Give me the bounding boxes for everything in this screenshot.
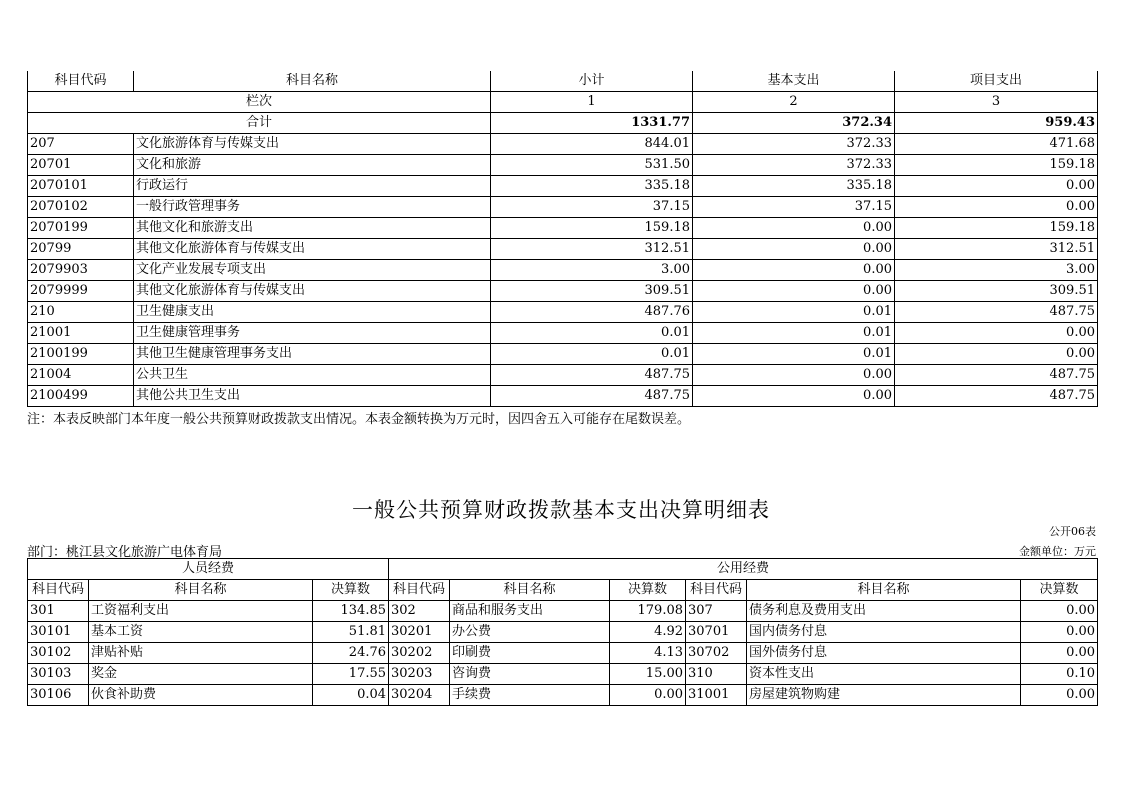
table-row: [28, 155, 1098, 176]
table-row: [28, 218, 1098, 239]
header-subject-name: 科目名称: [450, 580, 610, 601]
subject-name: 其他文化旅游体育与传媒支出: [134, 281, 491, 302]
basic-value: 37.15: [693, 197, 895, 218]
project-value: 487.75: [895, 302, 1098, 323]
subtotal-value: 487.76: [491, 302, 693, 323]
subject-code: 30201: [389, 622, 450, 643]
table-row: [28, 239, 1098, 260]
subject-name: 一般行政管理事务: [134, 197, 491, 218]
project-value: 159.18: [895, 155, 1098, 176]
table-note: 注：本表反映部门本年度一般公共预算财政拨款支出情况。本表金额转换为万元时，因四舍五入可能存在尾数误差。: [27, 412, 691, 427]
final-amount: 17.55: [313, 664, 389, 685]
project-value: 0.00: [895, 323, 1098, 344]
subject-name: 国内债务付息: [747, 622, 1021, 643]
subject-name: 文化和旅游: [134, 155, 491, 176]
table-row: [28, 134, 1098, 155]
subtotal-value: 312.51: [491, 239, 693, 260]
subject-code: 30102: [28, 643, 89, 664]
subject-code: 30101: [28, 622, 89, 643]
subject-code: 30702: [686, 643, 747, 664]
total-subtotal: 1331.77: [491, 113, 693, 134]
column-number-row: [28, 92, 1098, 113]
final-amount: 0.04: [313, 685, 389, 706]
subject-name: 咨询费: [450, 664, 610, 685]
header-final-amount: 决算数: [313, 580, 389, 601]
subtotal-value: 37.15: [491, 197, 693, 218]
page-title: 一般公共预算财政拨款基本支出决算明细表: [352, 498, 770, 522]
subject-code: 21004: [28, 365, 134, 386]
form-code: 公开06表: [1049, 525, 1096, 538]
basic-value: 0.00: [693, 239, 895, 260]
table-row: [28, 323, 1098, 344]
subject-code: 210: [28, 302, 134, 323]
column-number-label: 栏次: [28, 92, 491, 113]
table-row: [28, 622, 1098, 643]
subject-name: 文化产业发展专项支出: [134, 260, 491, 281]
project-value: 487.75: [895, 365, 1098, 386]
subject-name: 其他文化和旅游支出: [134, 218, 491, 239]
subject-code: 307: [686, 601, 747, 622]
group-header-public: 公用经费: [389, 559, 1098, 580]
subject-name: 资本性支出: [747, 664, 1021, 685]
final-amount: 51.81: [313, 622, 389, 643]
project-value: 0.00: [895, 176, 1098, 197]
subject-name: 国外债务付息: [747, 643, 1021, 664]
header-subject-code: 科目代码: [389, 580, 450, 601]
project-value: 3.00: [895, 260, 1098, 281]
header-subject-name: 科目名称: [134, 71, 491, 92]
header-subject-name: 科目名称: [89, 580, 313, 601]
subject-name: 其他卫生健康管理事务支出: [134, 344, 491, 365]
basic-value: 0.00: [693, 365, 895, 386]
subject-code: 30202: [389, 643, 450, 664]
subject-name: 伙食补助费: [89, 685, 313, 706]
basic-value: 0.00: [693, 281, 895, 302]
subtotal-value: 844.01: [491, 134, 693, 155]
subtotal-value: 531.50: [491, 155, 693, 176]
subject-code: 2070101: [28, 176, 134, 197]
subject-name: 基本工资: [89, 622, 313, 643]
subtotal-value: 487.75: [491, 386, 693, 407]
subject-name: 工资福利支出: [89, 601, 313, 622]
subject-code: 31001: [686, 685, 747, 706]
table-row: [28, 281, 1098, 302]
subject-code: 30103: [28, 664, 89, 685]
final-amount: 4.13: [610, 643, 686, 664]
subtotal-value: 487.75: [491, 365, 693, 386]
subject-code: 20701: [28, 155, 134, 176]
subject-name: 手续费: [450, 685, 610, 706]
subject-name: 其他公共卫生支出: [134, 386, 491, 407]
subject-code: 2070102: [28, 197, 134, 218]
subject-name: 津贴补贴: [89, 643, 313, 664]
header-subtotal: 小计: [491, 71, 693, 92]
table-row: [28, 344, 1098, 365]
final-amount: 134.85: [313, 601, 389, 622]
header-final-amount: 决算数: [1021, 580, 1098, 601]
subtotal-value: 309.51: [491, 281, 693, 302]
final-amount: 15.00: [610, 664, 686, 685]
subject-name: 办公费: [450, 622, 610, 643]
subtotal-value: 0.01: [491, 323, 693, 344]
final-amount: 0.00: [1021, 685, 1098, 706]
project-value: 0.00: [895, 197, 1098, 218]
column-number: 1: [491, 92, 693, 113]
subject-code: 301: [28, 601, 89, 622]
table-row: [28, 365, 1098, 386]
subject-code: 30203: [389, 664, 450, 685]
final-amount: 0.00: [610, 685, 686, 706]
table-row: [28, 386, 1098, 407]
department-label: 部门：桃江县文化旅游广电体育局: [27, 545, 223, 560]
subject-name: 其他文化旅游体育与传媒支出: [134, 239, 491, 260]
basic-value: 0.01: [693, 344, 895, 365]
table-row: [28, 643, 1098, 664]
table-row: [28, 601, 1098, 622]
subject-code: 2100199: [28, 344, 134, 365]
final-amount: 0.10: [1021, 664, 1098, 685]
basic-value: 372.33: [693, 134, 895, 155]
header-basic-expenditure: 基本支出: [693, 71, 895, 92]
subtotal-value: 0.01: [491, 344, 693, 365]
subject-name: 印刷费: [450, 643, 610, 664]
column-header-row: [28, 580, 1098, 601]
subject-name: 卫生健康管理事务: [134, 323, 491, 344]
total-label: 合计: [28, 113, 491, 134]
subject-name: 文化旅游体育与传媒支出: [134, 134, 491, 155]
subject-code: 2079903: [28, 260, 134, 281]
subject-code: 310: [686, 664, 747, 685]
expenditure-table: [27, 71, 1098, 407]
table-row: [28, 197, 1098, 218]
basic-value: 372.33: [693, 155, 895, 176]
basic-value: 0.01: [693, 302, 895, 323]
subject-code: 2079999: [28, 281, 134, 302]
subject-name: 公共卫生: [134, 365, 491, 386]
subject-code: 2070199: [28, 218, 134, 239]
basic-value: 0.00: [693, 218, 895, 239]
final-amount: 179.08: [610, 601, 686, 622]
subtotal-value: 335.18: [491, 176, 693, 197]
header-subject-code: 科目代码: [28, 71, 134, 92]
subject-name: 房屋建筑物购建: [747, 685, 1021, 706]
final-amount: 0.00: [1021, 643, 1098, 664]
subject-code: 30106: [28, 685, 89, 706]
header-subject-name: 科目名称: [747, 580, 1021, 601]
subject-name: 商品和服务支出: [450, 601, 610, 622]
group-header-personnel: 人员经费: [28, 559, 389, 580]
column-number: 2: [693, 92, 895, 113]
total-basic: 372.34: [693, 113, 895, 134]
project-value: 487.75: [895, 386, 1098, 407]
subtotal-value: 3.00: [491, 260, 693, 281]
final-amount: 24.76: [313, 643, 389, 664]
project-value: 309.51: [895, 281, 1098, 302]
group-header-row: [28, 559, 1098, 580]
header-subject-code: 科目代码: [686, 580, 747, 601]
final-amount: 4.92: [610, 622, 686, 643]
table-header-row: [28, 71, 1098, 92]
table-row: [28, 664, 1098, 685]
subject-code: 302: [389, 601, 450, 622]
column-number: 3: [895, 92, 1098, 113]
subject-name: 债务利息及费用支出: [747, 601, 1021, 622]
table-row: [28, 302, 1098, 323]
project-value: 159.18: [895, 218, 1098, 239]
final-amount: 0.00: [1021, 622, 1098, 643]
basic-expenditure-detail-table: [27, 558, 1098, 706]
subject-name: 奖金: [89, 664, 313, 685]
final-amount: 0.00: [1021, 601, 1098, 622]
basic-value: 0.00: [693, 386, 895, 407]
table-row: [28, 260, 1098, 281]
subject-name: 卫生健康支出: [134, 302, 491, 323]
table-row: [28, 176, 1098, 197]
total-project: 959.43: [895, 113, 1098, 134]
subject-code: 2100499: [28, 386, 134, 407]
subject-name: 行政运行: [134, 176, 491, 197]
basic-value: 0.01: [693, 323, 895, 344]
header-project-expenditure: 项目支出: [895, 71, 1098, 92]
subject-code: 21001: [28, 323, 134, 344]
header-subject-code: 科目代码: [28, 580, 89, 601]
project-value: 312.51: [895, 239, 1098, 260]
project-value: 471.68: [895, 134, 1098, 155]
subtotal-value: 159.18: [491, 218, 693, 239]
subject-code: 20799: [28, 239, 134, 260]
subject-code: 30701: [686, 622, 747, 643]
table-row: [28, 685, 1098, 706]
basic-value: 0.00: [693, 260, 895, 281]
basic-value: 335.18: [693, 176, 895, 197]
subject-code: 207: [28, 134, 134, 155]
total-row: [28, 113, 1098, 134]
amount-unit-label: 金额单位：万元: [1019, 545, 1096, 558]
header-final-amount: 决算数: [610, 580, 686, 601]
subject-code: 30204: [389, 685, 450, 706]
project-value: 0.00: [895, 344, 1098, 365]
